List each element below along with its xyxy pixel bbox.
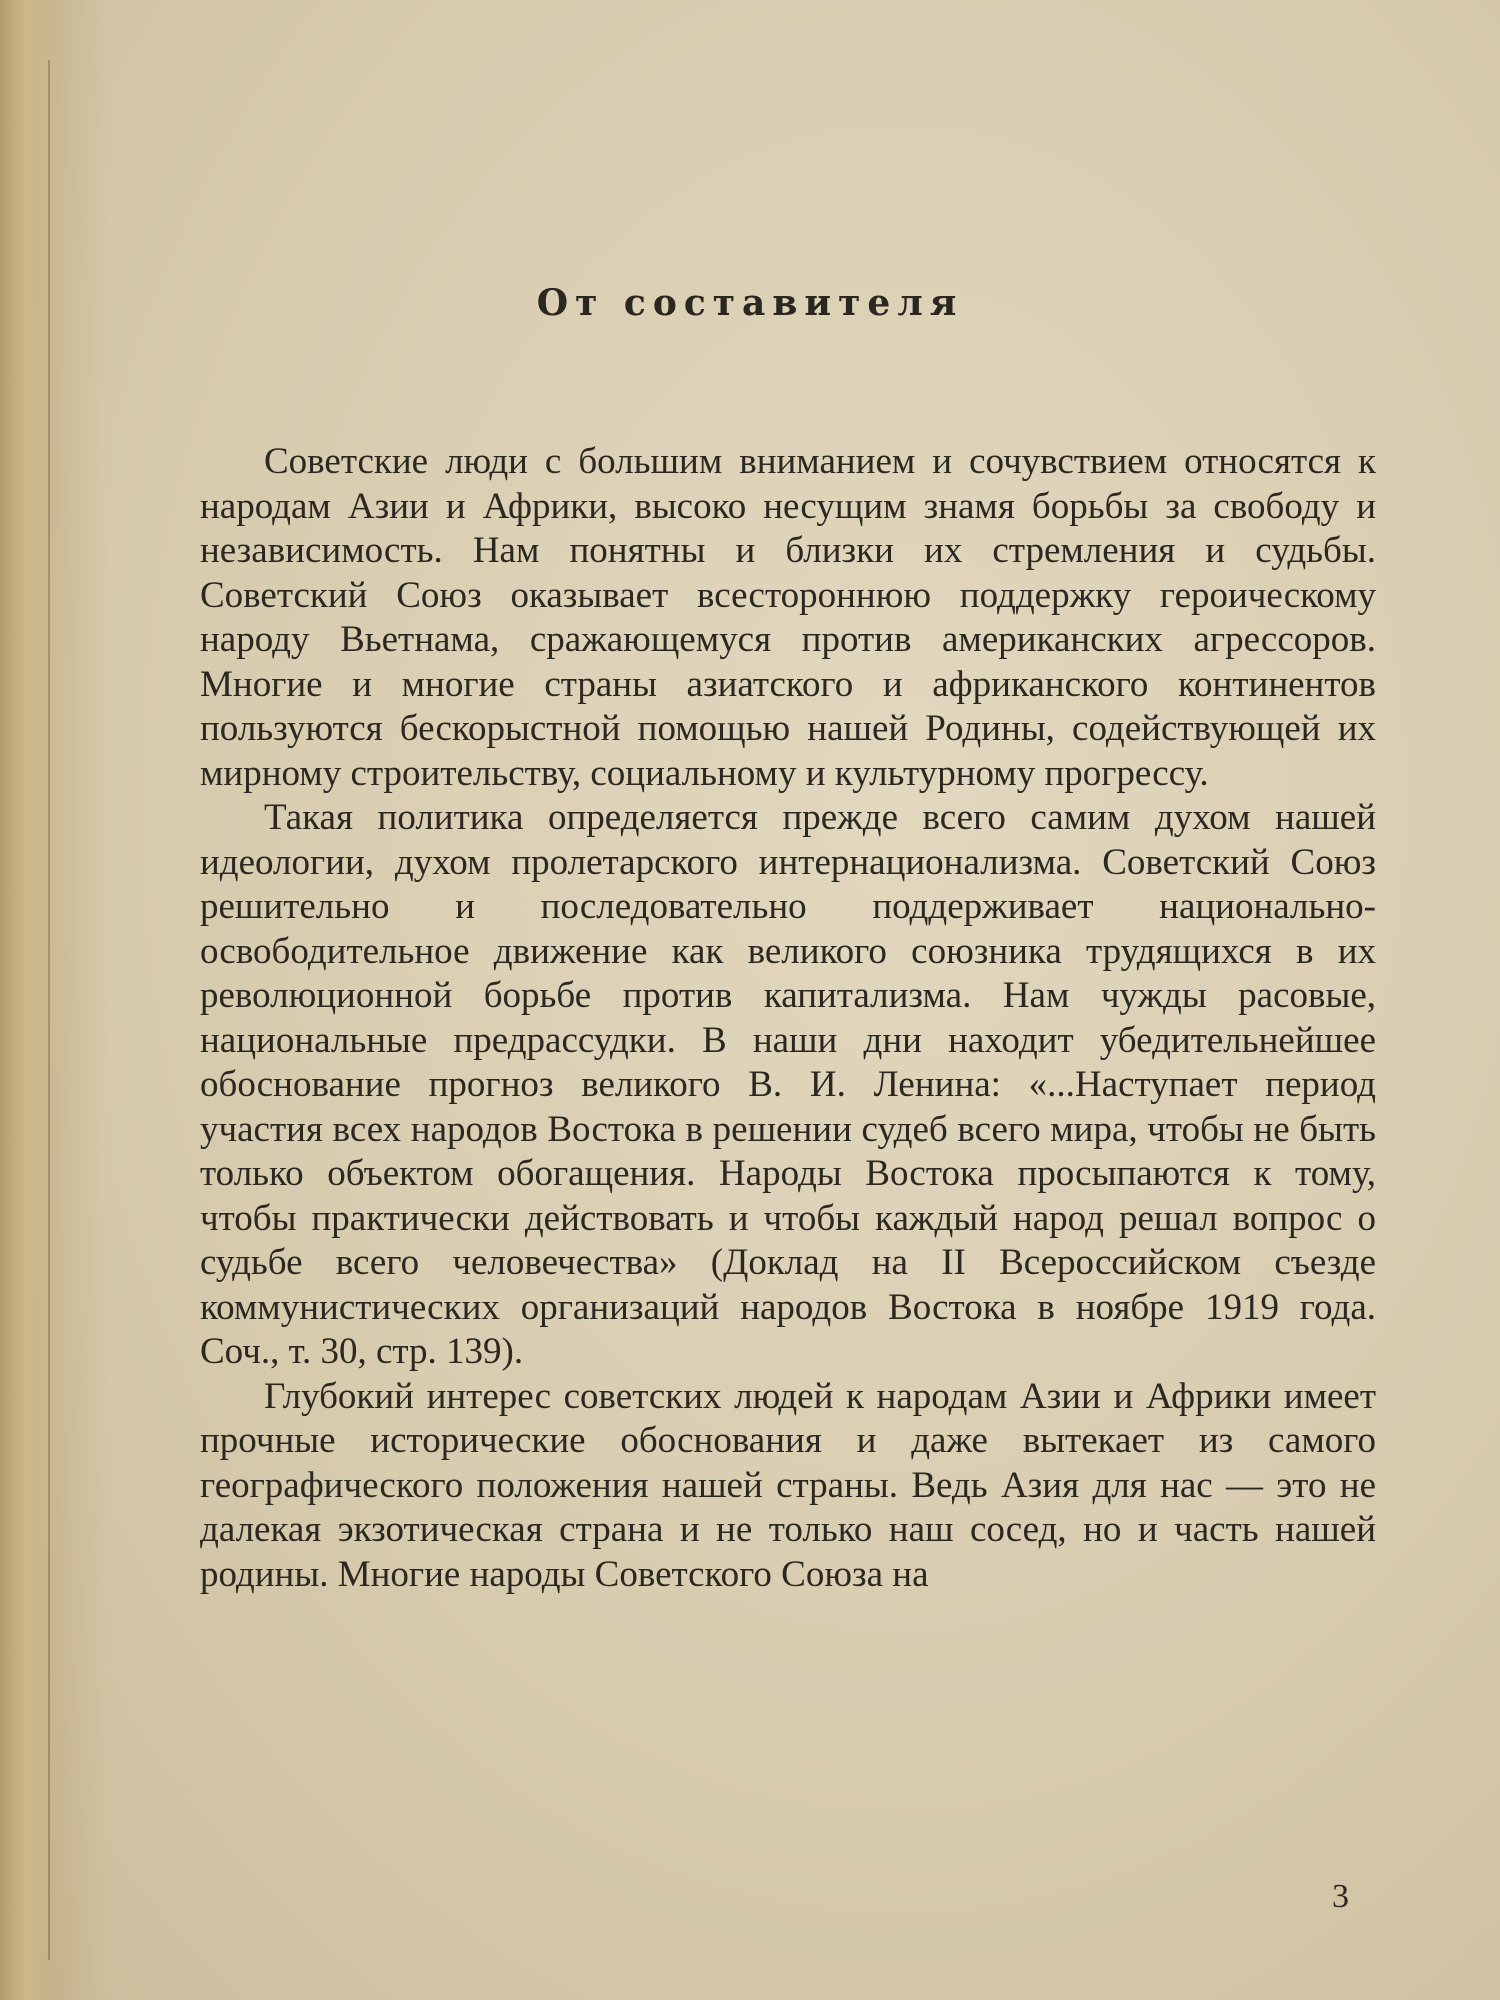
paragraph: Такая политика определяется прежде всего самим духом нашей идеологии, духом пролетарского интернационализма. Советский Союз решительно и последовательно поддерживает национально-освободительное движение как великого союзника трудящихся в их революционной борьбе против капитализма. Нам чужды расовые, национальные предрассудки. В наши дни находит убедительнейшее обоснование прогноз великого В. И. Ленина: «...Наступает период участия всех народов Востока в решении судеб всего мира, чтобы не быть только объектом обогащения. Народы Востока просыпаются к тому, чтобы практически действовать и чтобы каждый народ решал вопрос о судьбе всего человечества» (Доклад на II Всероссийском съезде коммунистических организаций народов Востока в ноябре 1919 года. Соч., т. 30, стр. 139).: [200, 797, 1376, 1372]
paragraph: Глубокий интерес советских людей к народам Азии и Африки имеет прочные исторические обоснования и даже вытекает из самого географического положения нашей страны. Ведь Азия для нас — это не далекая экзотическая страна и не только наш сосед, но и часть нашей родины. Многие народы Советского Союза на: [200, 1375, 1376, 1595]
page-title: От составителя: [536, 282, 964, 324]
paragraph: Советские люди с большим вниманием и сочувствием относятся к народам Азии и Африки, высоко несущим знамя борьбы за свободу и независимость. Нам понятны и близки их стремления и судьбы. Советский Союз оказывает всестороннюю поддержку героическому народу Вьетнама, сражающемуся против американских агрессоров. Многие и многие страны азиатского и африканского континентов пользуются бескорыстной помощью нашей Родины, содействующей их мирному строительству, социальному и культурному прогрессу.: [200, 441, 1376, 794]
body-text: [200, 440, 1376, 1597]
page-number: 3: [1332, 1878, 1349, 1915]
binding-edge: [48, 60, 50, 1960]
